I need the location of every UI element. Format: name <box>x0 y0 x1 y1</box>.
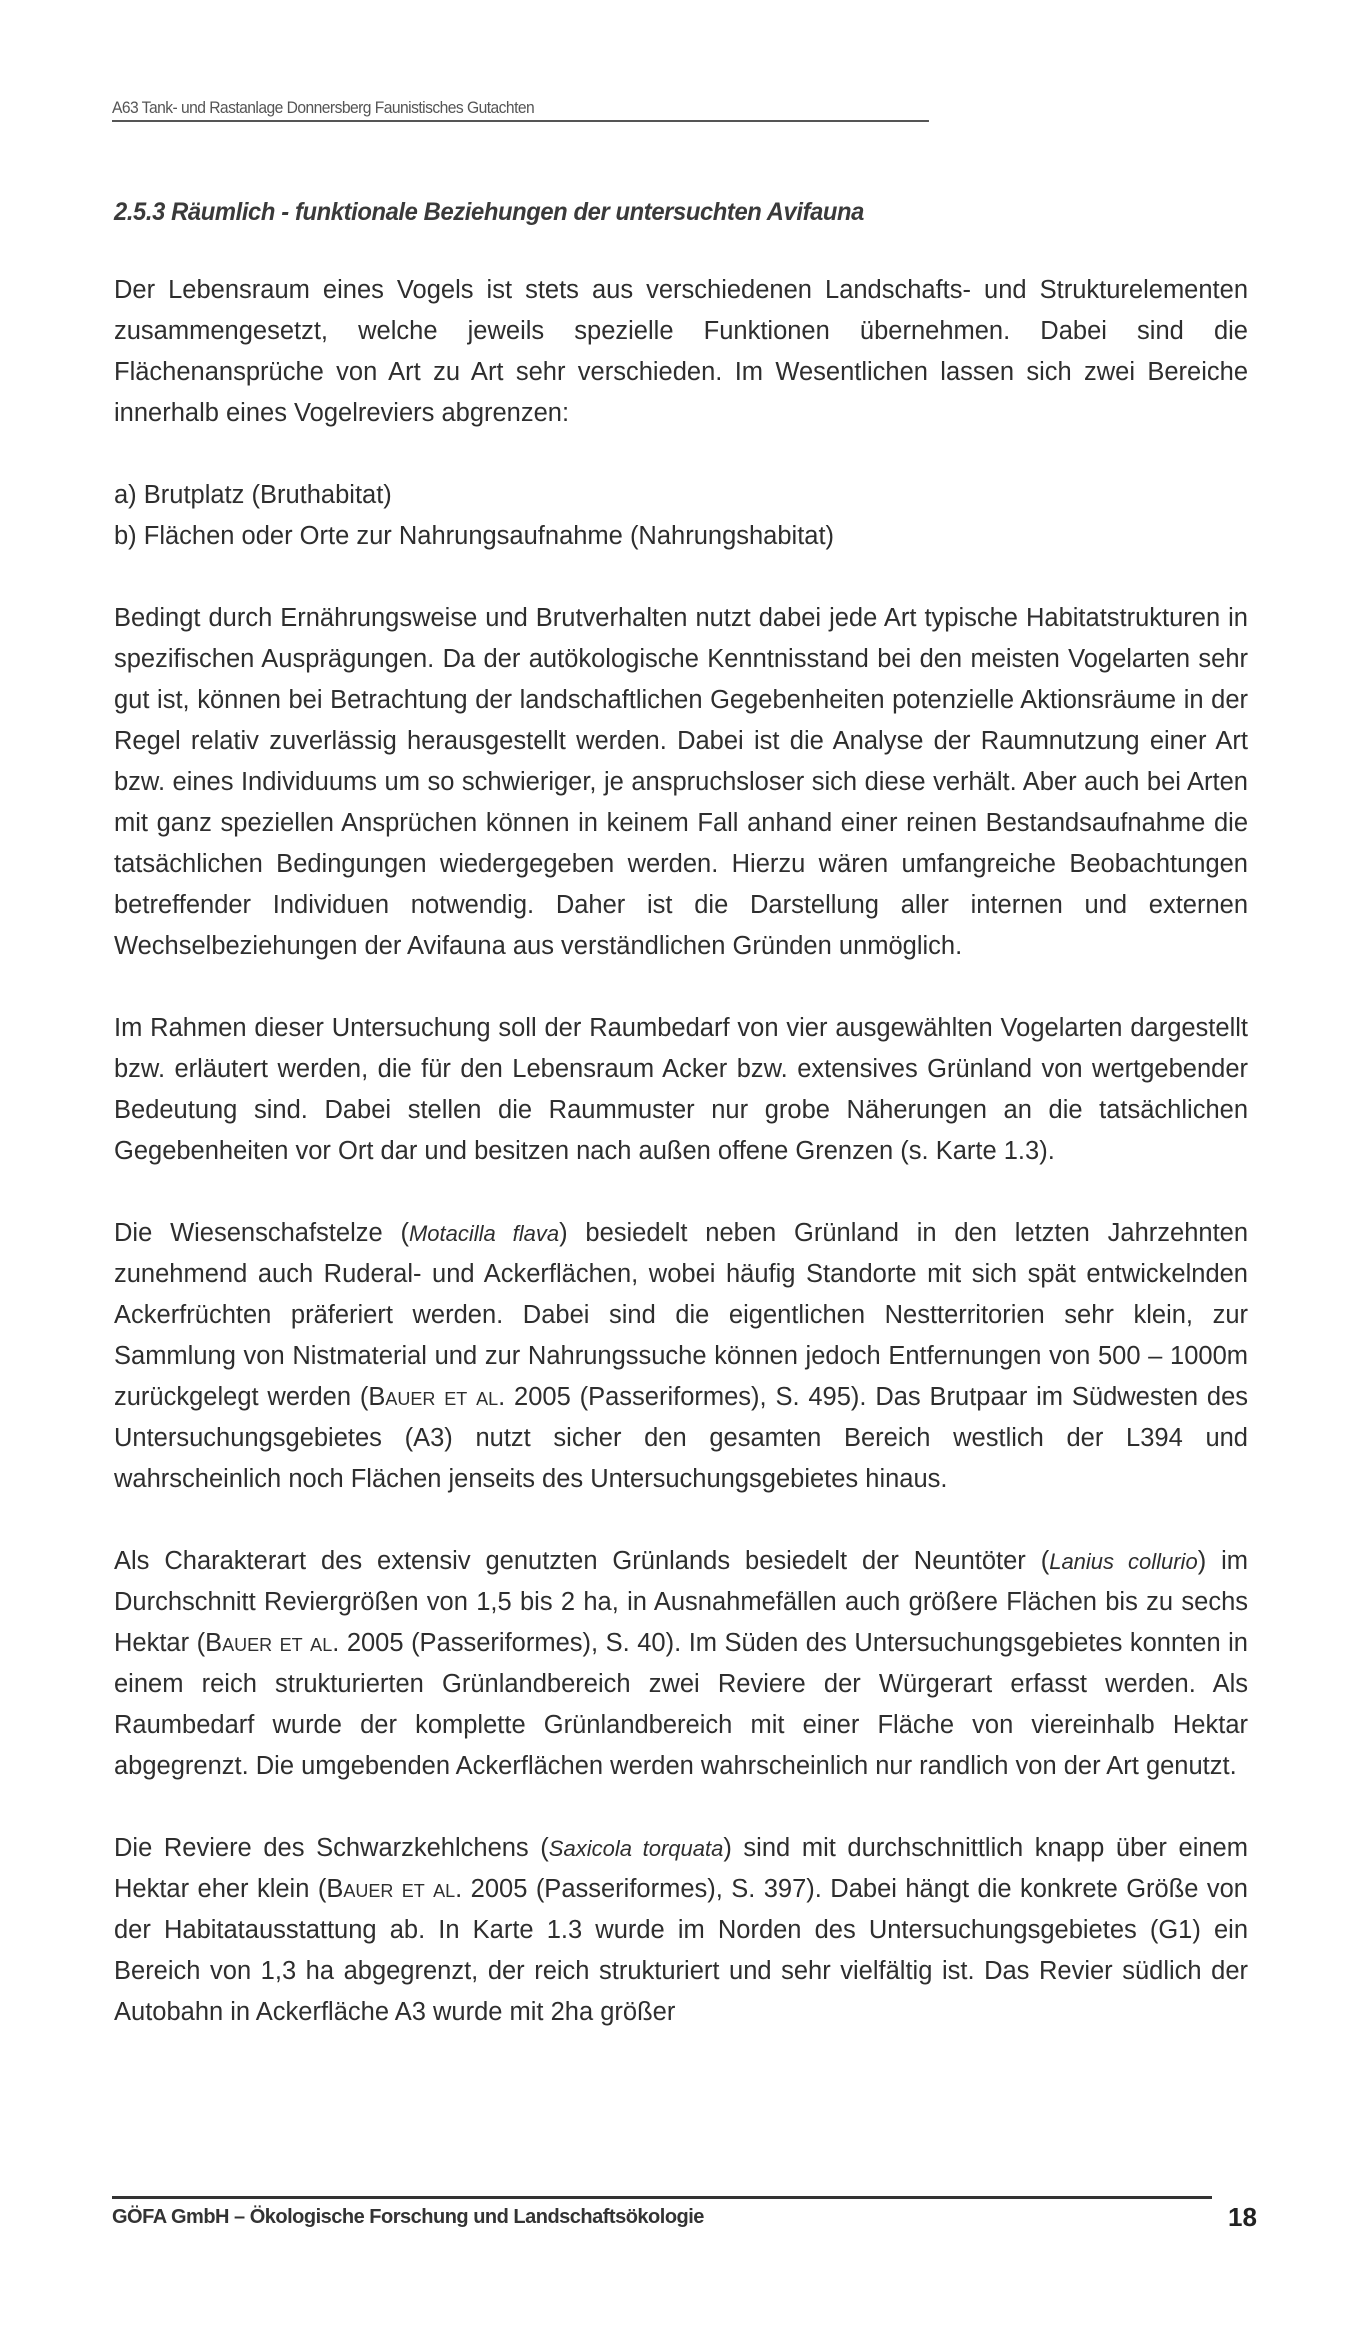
page-number: 18 <box>1228 2202 1257 2232</box>
citation-author: Bauer et al. <box>326 1875 463 1903</box>
species-name: Saxicola torquata <box>548 1836 724 1861</box>
running-header: A63 Tank- und Rastanlage Donnersberg Faunistisches Gutachten <box>112 96 929 122</box>
footer-divider <box>112 2196 1212 2199</box>
species-name: Motacilla flava <box>408 1221 560 1246</box>
footer-organization: GÖFA GmbH – Ökologische Forschung und Landschaftsökologie <box>112 2206 704 2228</box>
habitat-list <box>114 475 1248 557</box>
list-item-breeding: a) Brutplatz (Bruthabitat) <box>114 481 392 509</box>
section-title: 2.5.3 Räumlich - funktionale Beziehungen der untersuchten Avifauna <box>114 198 865 226</box>
paragraph-neuntoeter <box>114 1541 1248 1787</box>
paragraph-habitat-analysis: Bedingt durch Ernährungsweise und Brutverhalten nutzt dabei jede Art typische Habitatstrukturen in spezifischen Ausprägungen. Da der autökologische Kenntnisstand bei den meisten Vogelarten sehr gut ist, können bei Betrachtung der landschaftlichen Gegebenheiten potenzielle Aktionsräume in der Regel relativ zuverlässig herausgestellt werden. Dabei ist die Analyse der Raumnutzung einer Art bzw. eines Individuums um so schwieriger, je anspruchsloser sich diese verhält. Aber auch bei Arten mit ganz speziellen Ansprüchen können in keinem Fall anhand einer reinen Bestandsaufnahme die tatsächlichen Bedingungen wiedergegeben werden. Hierzu wären umfangreiche Beobachtungen betreffender Individuen notwendig. Daher ist die Darstellung aller internen und externen Wechselbeziehungen der Avifauna aus verständlichen Gründen unmöglich. <box>114 604 1248 960</box>
text-segment: ) sind mit durchschnittlich knapp über einem Hektar eher klein ( <box>114 1834 1248 1903</box>
text-segment: Die Reviere des Schwarzkehlchens ( <box>114 1834 549 1862</box>
body-text <box>114 270 1248 2074</box>
paragraph-habitat-intro: Der Lebensraum eines Vogels ist stets aus verschiedenen Landschafts- und Strukturelementen zusammengesetzt, welche jeweils spezielle Funktionen übernehmen. Dabei sind die Flächenansprüche von Art zu Art sehr verschieden. Im Wesentlichen lassen sich zwei Bereiche innerhalb eines Vogelreviers abgrenzen: <box>114 276 1248 427</box>
text-segment: ) im Durchschnitt Reviergrößen von 1,5 bis 2 ha, in Ausnahmefällen auch größere Flächen bis zu sechs Hektar ( <box>114 1547 1249 1657</box>
text-segment: 2005 (Passeriformes), S. 40). Im Süden des Untersuchungsgebietes konnten in einem reich strukturierten Grünlandbereich zwei Reviere der Würgerart erfasst werden. Als Raumbedarf wurde der komplette Grünlandbereich mit einer Fläche von viereinhalb Hektar abgegrenzt. Die umgebenden Ackerflächen werden wahrscheinlich nur randlich von der Art genutzt. <box>114 1629 1248 1780</box>
text-segment: 2005 (Passeriformes), S. 397). Dabei hängt die konkrete Größe von der Habitatausstattung ab. In Karte 1.3 wurde im Norden des Untersuchungsgebietes (G1) ein Bereich von 1,3 ha abgegrenzt, der reich strukturiert und sehr vielfältig ist. Das Revier südlich der Autobahn in Ackerfläche A3 wurde mit 2ha größer <box>114 1875 1248 2026</box>
species-name: Lanius collurio <box>1049 1549 1198 1574</box>
text-segment: ) besiedelt neben Grünland in den letzten Jahrzehnten zunehmend auch Ruderal- und Ackerflächen, wobei häufig Standorte mit sich spät entwickelnden Ackerfrüchten präferiert werden. Dabei sind die eigentlichen Nestterritorien sehr klein, zur Sammlung von Nistmaterial und zur Nahrungssuche können jedoch Entfernungen von 500 – 1000m zurückgelegt werden ( <box>114 1219 1249 1411</box>
paragraph-wiesenschafstelze <box>114 1213 1248 1500</box>
citation-author: Bauer et al. <box>368 1383 506 1411</box>
list-item-feeding: b) Flächen oder Orte zur Nahrungsaufnahme (Nahrungshabitat) <box>114 522 835 550</box>
paragraph-study-scope: Im Rahmen dieser Untersuchung soll der Raumbedarf von vier ausgewählten Vogelarten dargestellt bzw. erläutert werden, die für den Lebensraum Acker bzw. extensives Grünland von wertgebender Bedeutung sind. Dabei stellen die Raummuster nur grobe Näherungen an die tatsächlichen Gegebenheiten vor Ort dar und besitzen nach außen offene Grenzen (s. Karte 1.3). <box>114 1014 1248 1165</box>
text-segment: Die Wiesenschafstelze ( <box>114 1219 409 1247</box>
paragraph-schwarzkehlchen <box>114 1828 1248 2033</box>
citation-author: Bauer et al. <box>205 1629 340 1657</box>
text-segment: Als Charakterart des extensiv genutzten Grünlands besiedelt der Neuntöter ( <box>114 1547 1050 1575</box>
text-segment: 2005 (Passeriformes), S. 495). Das Brutpaar im Südwesten des Untersuchungsgebietes (A3) nutzt sicher den gesamten Bereich westlich der L394 und wahrscheinlich noch Flächen jenseits des Untersuchungsgebietes hinaus. <box>114 1383 1249 1493</box>
